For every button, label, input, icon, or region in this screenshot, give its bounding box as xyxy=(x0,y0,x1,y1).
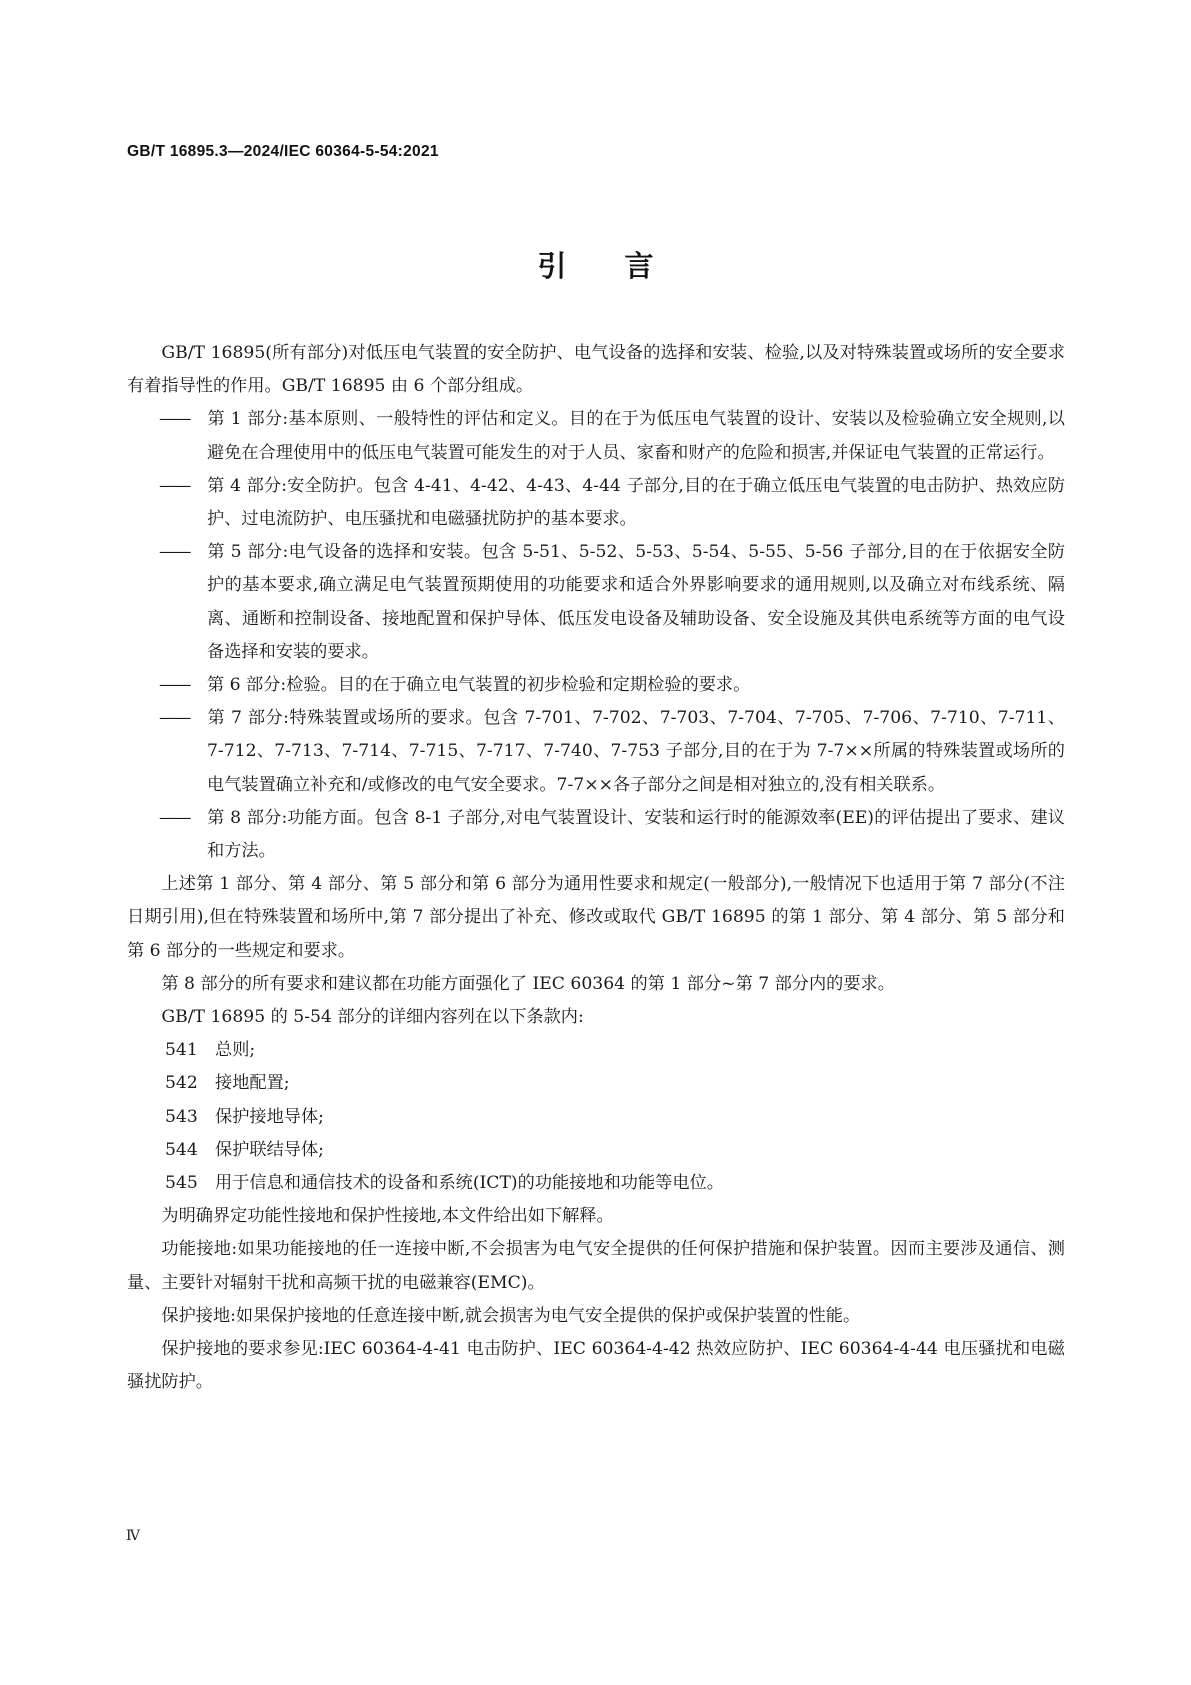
standard-code-header: GB/T 16895.3—2024/IEC 60364-5-54:2021 xyxy=(127,143,439,160)
part-item xyxy=(127,470,1065,536)
protective-earthing-paragraph: 保护接地:如果保护接地的任意连接中断,就会损害为电气安全提供的保护或保护装置的性能。 xyxy=(161,1305,861,1326)
dash-marker: —— xyxy=(159,807,190,828)
dash-marker: —— xyxy=(159,675,190,696)
part8-paragraph: 第 8 部分的所有要求和建议都在功能方面强化了 IEC 60364 的第 1 部分~第 7 部分内的要求。 xyxy=(161,973,895,994)
part-item xyxy=(127,669,1065,702)
clause-item xyxy=(127,1034,1065,1067)
references-paragraph: 保护接地的要求参见:IEC 60364-4-41 电击防护、IEC 60364-4-42 热效应防护、IEC 60364-4-44 电压骚扰和电磁骚扰防护。 xyxy=(127,1339,1065,1393)
page-title: 引言 xyxy=(537,249,712,283)
clause-number: 545 xyxy=(165,1173,198,1194)
clause-text: 保护联结导体; xyxy=(215,1139,324,1160)
dash-marker: —— xyxy=(159,708,190,729)
part-item xyxy=(127,536,1065,669)
part-item xyxy=(127,802,1065,868)
clause-number: 544 xyxy=(165,1139,198,1160)
part-text: 第 5 部分:电气设备的选择和安装。包含 5-51、5-52、5-53、5-54、5-55、5-56 子部分,目的在于依据安全防护的基本要求,确立满足电气装置预期使用的功能要求和适合外界影响要求的通用规则,以及确立对布线系统、隔离、通断和控制设备、接地配置和保护导体、低压发电设备及辅助设备、安全设施及其供电系统等方面的电气设备选择和安装的要求。 xyxy=(207,542,1065,662)
dash-marker: —— xyxy=(159,542,190,563)
part-text: 第 4 部分:安全防护。包含 4-41、4-42、4-43、4-44 子部分,目的在于确立低压电气装置的电击防护、热效应防护、过电流防护、电压骚扰和电磁骚扰防护的基本要求。 xyxy=(207,475,1065,530)
clause-text: 接地配置; xyxy=(215,1073,290,1094)
part-item xyxy=(127,702,1065,802)
clause-item xyxy=(127,1101,1065,1134)
clause-text: 用于信息和通信技术的设备和系统(ICT)的功能接地和功能等电位。 xyxy=(215,1173,724,1194)
part-text: 第 7 部分:特殊装置或场所的要求。包含 7-701、7-702、7-703、7-704、7-705、7-706、7-710、7-711、7-712、7-713、7-714、7-715、7-717、7-740、7-753 子部分,目的在于为 7-7××所属的特殊装置或场所的电气装置确立补充和/或修改的电气安全要求。7-7××各子部分之间是相对独立的,没有相关联系。 xyxy=(207,708,1065,795)
clause-item xyxy=(127,1134,1065,1167)
body-text xyxy=(127,337,1065,1400)
part-text: 第 1 部分:基本原则、一般特性的评估和定义。目的在于为低压电气装置的设计、安装以及检验确立安全规则,以避免在合理使用中的低压电气装置可能发生的对于人员、家畜和财产的危险和损害,并保证电气装置的正常运行。 xyxy=(207,409,1065,463)
part-item xyxy=(127,403,1065,469)
general-parts-paragraph: 上述第 1 部分、第 4 部分、第 5 部分和第 6 部分为通用性要求和规定(一般部分),一般情况下也适用于第 7 部分(不注日期引用),但在特殊装置和场所中,第 7 部分提出了补充、修改或取代 GB/T 16895 的第 1 部分、第 4 部分、第 5 部分和第 6 部分的一些规定和要求。 xyxy=(127,874,1065,961)
clauses-intro-paragraph: GB/T 16895 的 5-54 部分的详细内容列在以下条款内: xyxy=(161,1007,584,1028)
clause-item xyxy=(127,1167,1065,1200)
dash-marker: —— xyxy=(159,409,190,430)
clause-text: 总则; xyxy=(215,1040,256,1061)
intro-paragraph: GB/T 16895(所有部分)对低压电气装置的安全防护、电气设备的选择和安装、检验,以及对特殊装置或场所的安全要求有着指导性的作用。GB/T 16895 由 6 个部分组成。 xyxy=(127,343,1065,397)
part-text: 第 6 部分:检验。目的在于确立电气装置的初步检验和定期检验的要求。 xyxy=(207,675,751,696)
dash-marker: —— xyxy=(159,475,190,496)
part-text: 第 8 部分:功能方面。包含 8-1 子部分,对电气装置设计、安装和运行时的能源效率(EE)的评估提出了要求、建议和方法。 xyxy=(207,807,1065,862)
functional-earthing-paragraph: 功能接地:如果功能接地的任一连接中断,不会损害为电气安全提供的任何保护措施和保护装置。因而主要涉及通信、测量、主要针对辐射干扰和高频干扰的电磁兼容(EMC)。 xyxy=(127,1239,1065,1293)
clause-item xyxy=(127,1067,1065,1100)
clause-number: 543 xyxy=(165,1106,198,1127)
clause-number: 541 xyxy=(165,1040,198,1061)
explain-paragraph: 为明确界定功能性接地和保护性接地,本文件给出如下解释。 xyxy=(161,1206,614,1227)
clause-text: 保护接地导体; xyxy=(215,1106,324,1127)
clause-number: 542 xyxy=(165,1073,198,1094)
page-number: Ⅳ xyxy=(126,1528,140,1544)
